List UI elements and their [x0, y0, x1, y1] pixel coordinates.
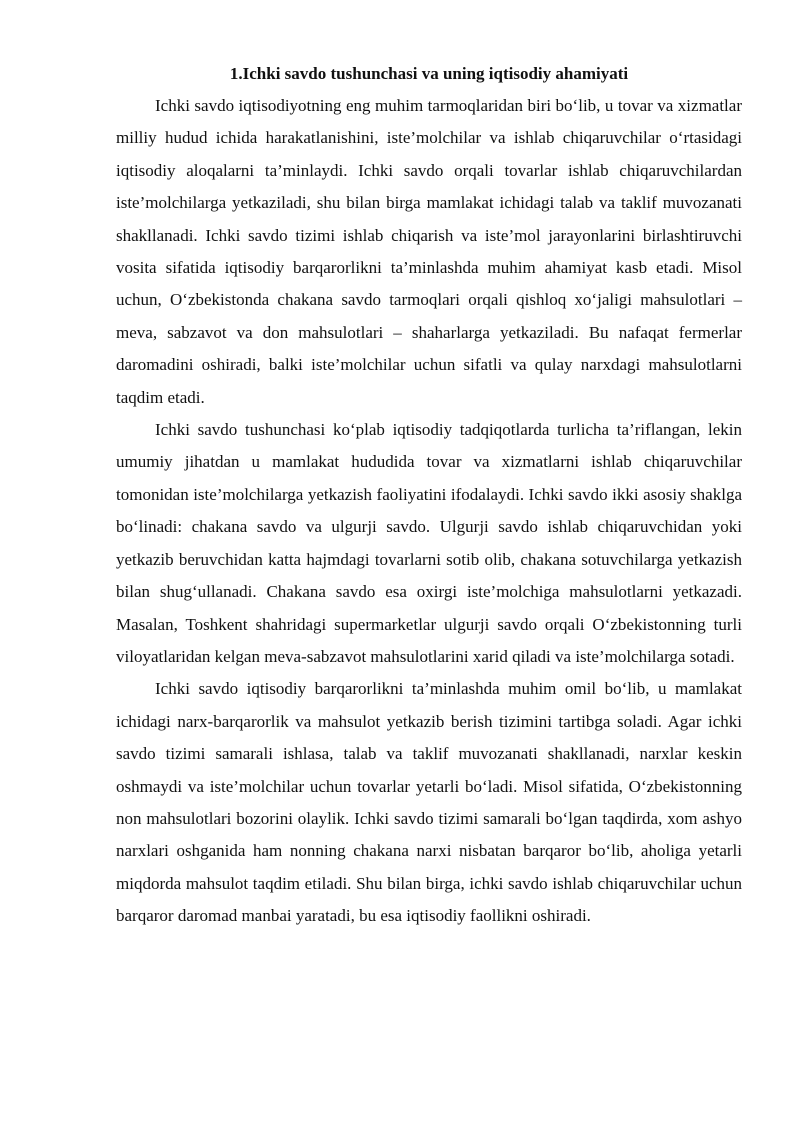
paragraph-3: Ichki savdo iqtisodiy barqarorlikni ta’minlashda muhim omil bo‘lib, u mamlakat ichidagi narx-barqarorlik va mahsulot yetkazib berish tizimini tartibga soladi. Agar ichki savdo tizimi samarali ishlasa, talab va taklif muvozanati shakllanadi, narxlar keskin oshmaydi va iste’molchilar uchun tovarlar yetarli bo‘ladi. Misol sifatida, O‘zbekistonning non mahsulotlari bozorini olaylik. Ichki savdo tizimi samarali bo‘lgan taqdirda, xom ashyo narxlari oshganida ham nonning chakana narxi nisbatan barqaror bo‘lib, aholiga yetarli miqdorda mahsulot taqdim etiladi. Shu bilan birga, ichki savdo ishlab chiqaruvchilar uchun barqaror daromad manbai yaratadi, bu esa iqtisodiy faollikni oshiradi. [116, 679, 742, 926]
paragraph-2: Ichki savdo tushunchasi ko‘plab iqtisodiy tadqiqotlarda turlicha ta’riflangan, lekin umumiy jihatdan u mamlakat hududida tovar va xizmatlarni ishlab chiqaruvchilar tomonidan iste’molchilarga yetkazish faoliyatini ifodalaydi. Ichki savdo ikki asosiy shaklga bo‘linadi: chakana savdo va ulgurji savdo. Ulgurji savdo ishlab chiqaruvchidan yoki yetkazib beruvchidan katta hajmdagi tovarlarni sotib olib, chakana sotuvchilarga yetkazish bilan shug‘ullanadi. Chakana savdo esa oxirgi iste’molchiga mahsulotlarni yetkazadi. Masalan, Toshkent shahridagi supermarketlar ulgurji savdo orqali O‘zbekistonning turli viloyatlaridan kelgan meva-sabzavot mahsulotlarini xarid qiladi va iste’molchilarga sotadi. [116, 420, 742, 666]
document-body [116, 64, 742, 933]
section-title: 1.Ichki savdo tushunchasi va uning iqtisodiy ahamiyati [229, 64, 629, 83]
paragraph-1: Ichki savdo iqtisodiyotning eng muhim tarmoqlaridan biri bo‘lib, u tovar va xizmatlar milliy hudud ichida harakatlanishini, iste’molchilar va ishlab chiqaruvchilar o‘rtasidagi iqtisodiy aloqalarni ta’minlaydi. Ichki savdo orqali tovarlar ishlab chiqaruvchilardan iste’molchilarga yetkaziladi, shu bilan birga mamlakat ichidagi talab va taklif muvozanati shakllanadi. Ichki savdo tizimi ishlab chiqarish va iste’mol jarayonlarini birlashtiruvchi vosita sifatida iqtisodiy barqarorlikni ta’minlashda muhim ahamiyat kasb etadi. Misol uchun, O‘zbekistonda chakana savdo tarmoqlari orqali qishloq xo‘jaligi mahsulotlari – meva, sabzavot va don mahsulotlari – shaharlarga yetkaziladi. Bu nafaqat fermerlar daromadini oshiradi, balki iste’molchilar uchun sifatli va qulay narxdagi mahsulotlarni taqdim etadi. [116, 96, 742, 407]
